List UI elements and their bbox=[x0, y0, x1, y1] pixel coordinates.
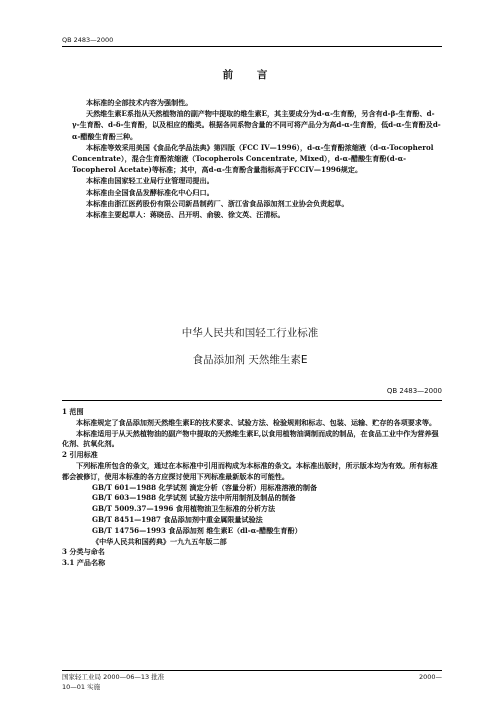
reference-item: GB/T 5009.37—1996 食用植物油卫生标准的分析方法 bbox=[92, 504, 276, 514]
foreword-para: 本标准等效采用美国《食品化学品法典》第四版（FCC IV—1996），d-α-生育酚浓缩液（d-α-Tocopherol Concentrate），混合生育酚浓缩液（Tocopherols Concentrate, Mixed），d-α-醋酸生育酚(d-α-Tocopherol Acetate)等标准；其中，高d-α-生育酚含量指标高于FCCIV—1996规定。 bbox=[72, 142, 434, 175]
section-3-title: 3 分类与命名 bbox=[62, 547, 105, 557]
foreword-para: 本标准由国家轻工业局行业管理司提出。 bbox=[86, 176, 214, 186]
implementation-text: 10—01 实施 bbox=[62, 682, 101, 691]
reference-item: GB/T 8451—1987 食品添加剂中重金属限量试验法 bbox=[92, 514, 263, 524]
reference-item: GB/T 14756—1993 食品添加剂 维生素E（dl-α-醋酸生育酚） bbox=[92, 525, 302, 535]
footer-year: 2000— bbox=[418, 673, 442, 681]
section-1-title: 1 范围 bbox=[62, 407, 84, 416]
approval-text: 国家轻工业局 2000—06—13 批准 bbox=[62, 673, 165, 681]
standard-body bbox=[62, 407, 442, 569]
standard-org: 中华人民共和国轻工行业标准 bbox=[181, 327, 319, 339]
section-3-1-title: 3.1 产品名称 bbox=[62, 558, 106, 568]
foreword-para: 本标准主要起草人：蒋晓岳、吕开明、俞骏、徐文英、汪清标。 bbox=[86, 210, 285, 220]
foreword-para: 天然维生素E系指从天然植物油的副产物中提取的维生素E，其主要成分为d-α-生育酚，另含有d-β-生育酚、d-γ-生育酚、d-δ-生育酚，以及相应的酯类。根据各同系物含量的不同可将产品分为高d-α-生育酚，低d-α-生育酚及d-α-醋酸生育酚三种。 bbox=[72, 109, 441, 141]
header-rule bbox=[62, 46, 442, 47]
title-rule bbox=[62, 400, 442, 401]
reference-item: 《中华人民共和国药典》一九九五年版二部 bbox=[92, 536, 227, 546]
section-1-text: 本标准规定了食品添加剂天然维生素E的技术要求、试验方法、检验规则和标志、包装、运输、贮存的各项要求等。 bbox=[76, 417, 437, 427]
foreword-title: 前 言 bbox=[222, 69, 278, 81]
foreword-para: 本标准由全国食品发酵标准化中心归口。 bbox=[86, 187, 214, 197]
section-2-text: 下列标准所包含的条文，通过在本标准中引用而构成为本标准的条文。本标准出版时，所示版本均为有效。所有标准都会被修订，使用本标准的各方应探讨使用下列标准最新版本的可能性。 bbox=[62, 460, 438, 481]
foreword-para: 本标准的全部技术内容为强制性。 bbox=[86, 98, 193, 107]
reference-item: GB/T 603—1988 化学试剂 试验方法中所用制剂及制品的制备 bbox=[92, 493, 296, 503]
foreword-body bbox=[72, 97, 442, 220]
header-code: QB 2483—2000 bbox=[62, 36, 114, 44]
standard-number: QB 2483—2000 bbox=[386, 387, 442, 395]
standard-name: 食品添加剂 天然维生素E bbox=[192, 354, 308, 366]
section-1-text-2: 本标准适用于从天然植物油的副产物中提取的天然维生素E,以食用植物油调制而成的制品，在食品工业中作为营养强化剂、抗氧化剂。 bbox=[62, 428, 439, 449]
footer-rule bbox=[62, 670, 442, 671]
foreword-para: 本标准由浙江医药股份有限公司新昌制药厂、浙江省食品添加剂工业协会负责起草。 bbox=[86, 198, 349, 208]
section-2-title: 2 引用标准 bbox=[62, 450, 98, 460]
footer-left bbox=[62, 673, 164, 692]
reference-item: GB/T 601—1988 化学试剂 滴定分析（容量分析）用标准溶液的制备 bbox=[92, 482, 318, 492]
